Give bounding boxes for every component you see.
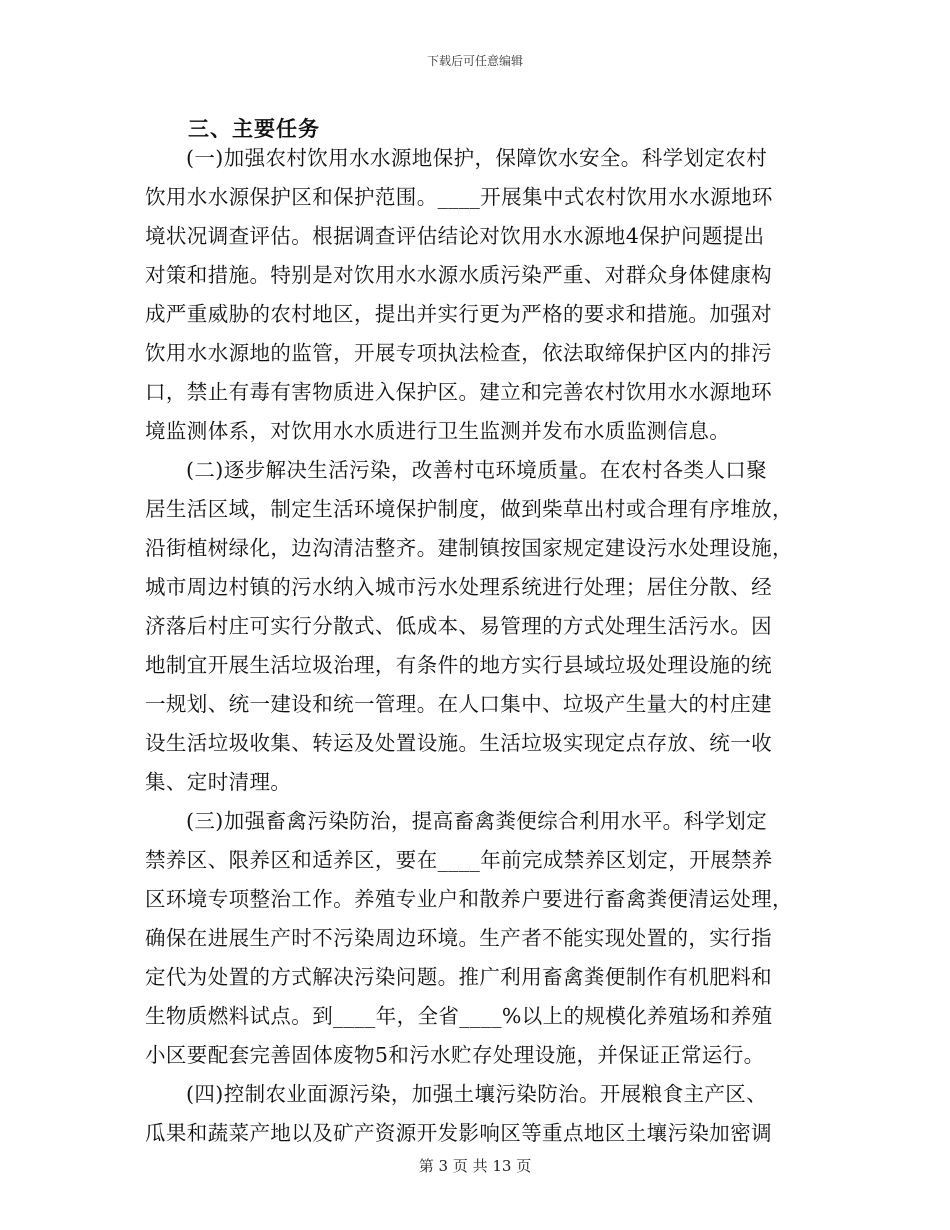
paragraph-2-line-7: 一规划、统一建设和统一管理。在人口集中、垃圾产生量大的村庄建 bbox=[145, 692, 772, 716]
paragraph-3-line-1: (三)加强畜禽污染防治，提高畜禽粪便综合利用水平。科学划定 bbox=[186, 809, 768, 833]
paragraph-1-line-1: (一)加强农村饮用水水源地保护，保障饮水安全。科学划定农村 bbox=[186, 146, 768, 170]
paragraph-1-line-3: 境状况调查评估。根据调查评估结论对饮用水水源地4保护问题提出 bbox=[145, 224, 765, 248]
paragraph-2-line-8: 设生活垃圾收集、转运及处置设施。生活垃圾实现定点存放、统一收 bbox=[145, 731, 772, 755]
paragraph-1-line-2: 饮用水水源保护区和保护范围。____开展集中式农村饮用水水源地环 bbox=[145, 185, 773, 209]
paragraph-2-line-5: 济落后村庄可实行分散式、低成本、易管理的方式处理生活污水。因 bbox=[145, 614, 772, 638]
section-heading: 三、主要任务 bbox=[188, 116, 320, 141]
paragraph-1-line-4: 对策和措施。特别是对饮用水水源水质污染严重、对群众身体健康构 bbox=[145, 263, 772, 287]
paragraph-2-line-6: 地制宜开展生活垃圾治理，有条件的地方实行县域垃圾处理设施的统 bbox=[145, 653, 772, 677]
paragraph-2-line-4: 城市周边村镇的污水纳入城市污水处理系统进行处理；居住分散、经 bbox=[145, 575, 772, 599]
paragraph-3-line-4: 确保在进展生产时不污染周边环境。生产者不能实现处置的，实行指 bbox=[145, 926, 772, 950]
page-header: 下载后可任意编辑 bbox=[426, 54, 523, 68]
paragraph-2-line-9: 集、定时清理。 bbox=[145, 770, 292, 794]
paragraph-2-line-2: 居生活区域，制定生活环境保护制度，做到柴草出村或合理有序堆放， bbox=[145, 497, 793, 521]
paragraph-1-line-8: 境监测体系，对饮用水水质进行卫生监测并发布水质监测信息。 bbox=[145, 419, 731, 443]
paragraph-2-line-3: 沿街植树绿化，边沟清洁整齐。建制镇按国家规定建设污水处理设施， bbox=[145, 536, 793, 560]
paragraph-4-line-1: (四)控制农业面源污染，加强土壤污染防治。开展粮食主产区、 bbox=[186, 1082, 768, 1106]
paragraph-1-line-7: 口，禁止有毒有害物质进入保护区。建立和完善农村饮用水水源地环 bbox=[145, 380, 772, 404]
paragraph-2-line-1: (二)逐步解决生活污染，改善村屯环境质量。在农村各类人口聚 bbox=[186, 458, 768, 482]
paragraph-4-line-2: 瓜果和蔬菜产地以及矿产资源开发影响区等重点地区土壤污染加密调 bbox=[145, 1121, 772, 1145]
page-number-footer: 第 3 页 共 13 页 bbox=[418, 1157, 532, 1175]
paragraph-3-line-6: 生物质燃料试点。到____年，全省____%以上的规模化养殖场和养殖 bbox=[145, 1004, 773, 1028]
paragraph-3-line-3: 区环境专项整治工作。养殖专业户和散养户要进行畜禽粪便清运处理， bbox=[145, 887, 793, 911]
paragraph-3-line-7: 小区要配套完善固体废物5和污水贮存处理设施，并保证正常运行。 bbox=[145, 1043, 765, 1067]
paragraph-3-line-5: 定代为处置的方式解决污染问题。推广利用畜禽粪便制作有机肥料和 bbox=[145, 965, 772, 989]
paragraph-3-line-2: 禁养区、限养区和适养区，要在____年前完成禁养区划定，开展禁养 bbox=[145, 848, 773, 872]
paragraph-1-line-6: 饮用水水源地的监管，开展专项执法检查，依法取缔保护区内的排污 bbox=[145, 341, 772, 365]
paragraph-1-line-5: 成严重威胁的农村地区，提出并实行更为严格的要求和措施。加强对 bbox=[145, 302, 772, 326]
